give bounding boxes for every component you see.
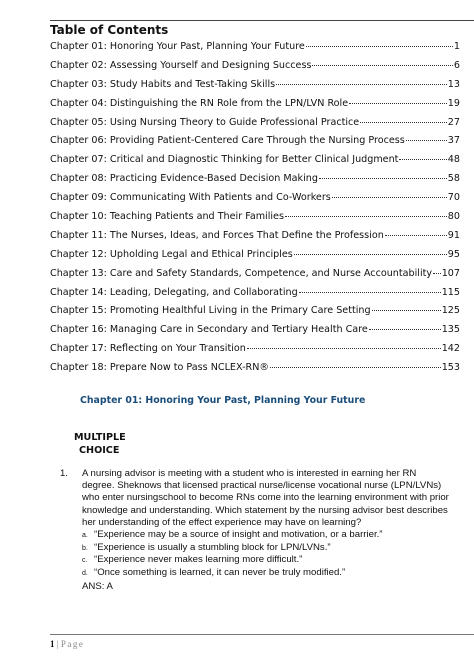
toc-entry-page: 27 — [447, 116, 460, 128]
toc-dot-leader — [399, 159, 446, 160]
section-heading-line2: CHOICE — [79, 445, 120, 456]
toc-entry[interactable] — [50, 324, 460, 343]
toc-entry-label: Chapter 15: Promoting Healthful Living in the Primary Care Setting — [50, 305, 371, 317]
toc-entry-page: 13 — [447, 78, 460, 90]
toc-entry-label: Chapter 18: Prepare Now to Pass NCLEX-RN® — [50, 362, 269, 374]
question-block — [60, 468, 450, 592]
toc-dot-leader — [312, 65, 452, 66]
footer-rule — [50, 634, 474, 635]
answer-option-text: “Once something is learned, it can never be truly modified.” — [94, 566, 346, 578]
toc-dot-leader — [270, 367, 441, 368]
toc-entry-page: 6 — [453, 59, 460, 71]
toc-entry[interactable] — [50, 211, 460, 230]
toc-entry[interactable] — [50, 60, 460, 79]
answer-option-letter: d. — [82, 569, 88, 577]
toc-entry-label: Chapter 08: Practicing Evidence-Based Decision Making — [50, 173, 318, 185]
toc-entry-page: 135 — [441, 324, 460, 336]
toc-entry[interactable] — [50, 287, 460, 306]
toc-entry[interactable] — [50, 135, 460, 154]
toc-dot-leader — [349, 103, 447, 104]
answer-option-text: “Experience never makes learning more difficult.” — [94, 554, 303, 566]
answer-key: ANS: A — [82, 581, 113, 593]
toc-entry-label: Chapter 06: Providing Patient-Centered Care Through the Nursing Process — [50, 135, 405, 147]
toc-dot-leader — [372, 310, 441, 311]
toc-entry-label: Chapter 10: Teaching Patients and Their Families — [50, 211, 284, 223]
toc-dot-leader — [299, 292, 441, 293]
answer-option-letter: c. — [82, 557, 88, 565]
toc-entry[interactable] — [50, 117, 460, 136]
toc-dot-leader — [385, 235, 447, 236]
toc-entry-label: Chapter 13: Care and Safety Standards, Competence, and Nurse Accountability — [50, 267, 433, 279]
footer-page-number: 1 — [50, 639, 55, 649]
toc-title: Table of Contents — [50, 23, 169, 37]
toc-entry-label: Chapter 02: Assessing Yourself and Designing Success — [50, 59, 312, 71]
toc-entry-page: 125 — [441, 305, 460, 317]
toc-entry-page: 91 — [447, 229, 460, 241]
toc-entry-label: Chapter 14: Leading, Delegating, and Collaborating — [50, 286, 298, 298]
toc-dot-leader — [285, 216, 447, 217]
toc-dot-leader — [360, 122, 447, 123]
toc-entry-label: Chapter 03: Study Habits and Test-Taking Skills — [50, 78, 276, 90]
toc-dot-leader — [369, 329, 441, 330]
toc-entry-label: Chapter 12: Upholding Legal and Ethical Principles — [50, 248, 293, 260]
toc-dot-leader — [306, 46, 453, 47]
toc-list — [50, 41, 460, 381]
toc-entry-page: 95 — [447, 248, 460, 260]
chapter-heading: Chapter 01: Honoring Your Past, Planning Your Future — [80, 395, 366, 406]
toc-entry[interactable] — [50, 79, 460, 98]
question-number: 1. — [60, 468, 68, 479]
toc-entry[interactable] — [50, 249, 460, 268]
toc-entry-page: 153 — [441, 362, 460, 374]
toc-entry-label: Chapter 09: Communicating With Patients and Co-Workers — [50, 192, 331, 204]
toc-entry[interactable] — [50, 362, 460, 381]
answer-option — [82, 554, 450, 567]
answer-option-text: “Experience is usually a stumbling block for LPN/LVNs.” — [94, 541, 331, 553]
answer-option-text: “Experience may be a source of insight and motivation, or a barrier.” — [94, 529, 383, 541]
toc-dot-leader — [332, 197, 447, 198]
toc-entry-label: Chapter 16: Managing Care in Secondary and Tertiary Health Care — [50, 324, 368, 336]
toc-entry-page: 70 — [447, 192, 460, 204]
toc-dot-leader — [294, 254, 447, 255]
page-footer — [50, 639, 84, 649]
toc-entry[interactable] — [50, 154, 460, 173]
toc-entry-page: 115 — [441, 286, 460, 298]
toc-entry-label: Chapter 04: Distinguishing the RN Role from the LPN/LVN Role — [50, 97, 349, 109]
footer-separator: | — [56, 639, 59, 649]
answer-option-letter: b. — [82, 544, 88, 552]
toc-entry-label: Chapter 17: Reflecting on Your Transition — [50, 343, 246, 355]
toc-dot-leader — [433, 273, 441, 274]
question-text: A nursing advisor is meeting with a student who is interested in earning her RN degree. Sheknows that licensed practical nurse/license vocational nurse (LPN/LVNs) who enter nursingschool to become RNs come into the learning environment with prior knowledge and understanding. Which statement by the nursing advisor best describes her understanding of the effect experience may have on learning? — [82, 468, 449, 528]
toc-entry[interactable] — [50, 41, 460, 60]
top-rule — [50, 20, 474, 21]
toc-dot-leader — [406, 140, 447, 141]
toc-entry-label: Chapter 11: The Nurses, Ideas, and Forces That Define the Profession — [50, 229, 384, 241]
toc-entry-page: 58 — [447, 173, 460, 185]
toc-entry-page: 142 — [441, 343, 460, 355]
toc-entry-label: Chapter 05: Using Nursing Theory to Guide Professional Practice — [50, 116, 360, 128]
toc-entry-page: 80 — [447, 211, 460, 223]
answer-option — [82, 542, 450, 555]
toc-entry[interactable] — [50, 230, 460, 249]
answer-option — [82, 567, 450, 580]
toc-dot-leader — [276, 84, 447, 85]
toc-dot-leader — [247, 348, 441, 349]
footer-page-word: Page — [60, 639, 85, 649]
toc-entry[interactable] — [50, 268, 460, 287]
toc-entry[interactable] — [50, 343, 460, 362]
section-heading — [74, 431, 126, 457]
answer-option-letter: a. — [82, 532, 88, 540]
answer-option — [82, 529, 450, 542]
toc-entry-page: 19 — [447, 97, 460, 109]
toc-entry[interactable] — [50, 305, 460, 324]
toc-entry-label: Chapter 07: Critical and Diagnostic Thinking for Better Clinical Judgment — [50, 154, 399, 166]
toc-entry-page: 107 — [441, 267, 460, 279]
section-heading-line1: MULTIPLE — [74, 432, 126, 443]
toc-entry[interactable] — [50, 192, 460, 211]
toc-entry-page: 37 — [447, 135, 460, 147]
toc-entry-label: Chapter 01: Honoring Your Past, Planning Your Future — [50, 41, 305, 52]
toc-dot-leader — [319, 178, 447, 179]
toc-entry-page: 48 — [447, 154, 460, 166]
answer-options — [82, 529, 450, 579]
toc-entry-page: 1 — [453, 41, 460, 52]
toc-entry[interactable] — [50, 173, 460, 192]
toc-entry[interactable] — [50, 98, 460, 117]
